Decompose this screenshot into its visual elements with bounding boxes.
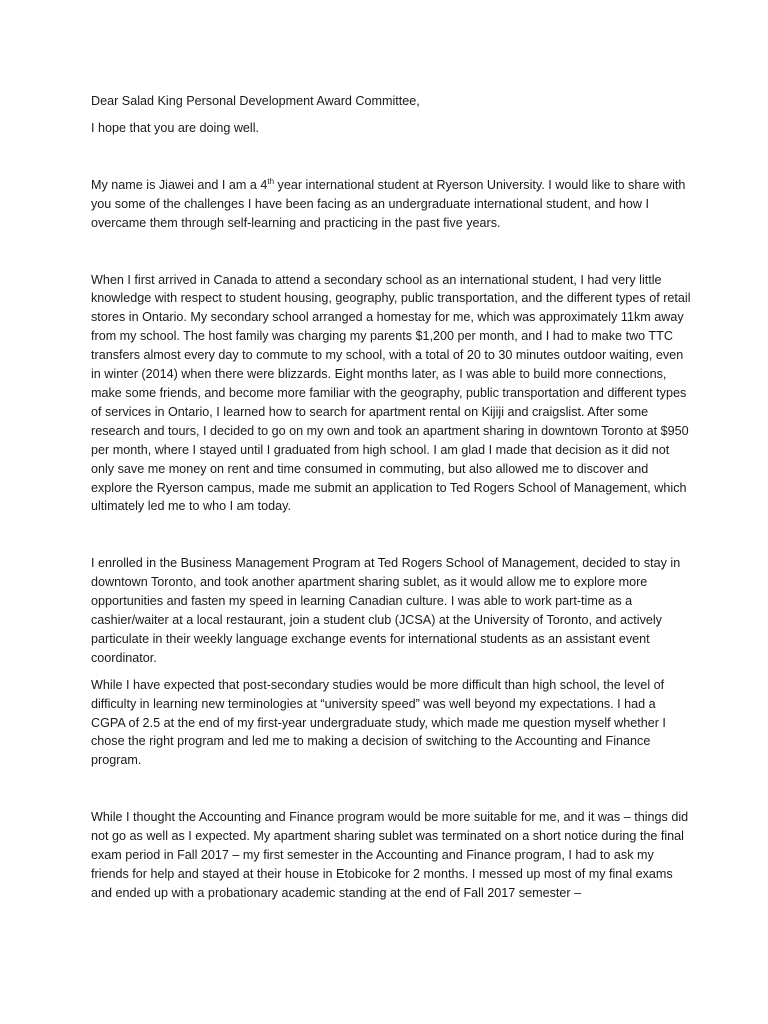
ordinal-suffix: th — [267, 176, 275, 186]
accounting-paragraph: While I thought the Accounting and Finance program would be more suitable for me, and it was – things did not go as well as I expected. My apartment sharing sublet was terminated on a short notice during the final exam period in Fall 2017 – my first semester in the Accounting and Finance program, I had to ask my friends for help and stayed at their house in Etobicoke for 2 months. I messed up most of my final exams and ended up with a probationary academic standing at the end of Fall 2017 semester – — [91, 810, 689, 900]
greeting: I hope that you are doing well. — [91, 120, 260, 135]
arrival-paragraph: When I first arrived in Canada to attend a secondary school as an international student, I had very little knowledge with respect to student housing, geography, public transportation, and the different types of retail stores in Ontario. My secondary school arranged a homestay for me, which was approximately 11km away from my school. The host family was charging my parents $1,200 per month, and I had to make two TTC transfers almost every day to commute to my school, with a total of 20 to 30 minutes outdoor waiting, even in winter (2014) when there were blizzards. Eight months later, as I was able to build more connections, make some friends, and become more familiar with the geography, public transportation and different types of services in Ontario, I learned how to search for apartment rental on Kijiji and craigslist. After some research and tours, I decided to go on my own and took an apartment sharing in downtown Toronto at $950 per month, where I stayed until I graduated from high school. I am glad I made that decision as it did not only save me money on rent and time consumed in commuting, but also allowed me to discover and explore the Ryerson campus, made me submit an application to Ted Rogers School of Management, which ultimately led me to who I am today. — [91, 272, 691, 514]
intro-text-start: My name is Jiawei and I am a 4 — [91, 177, 268, 192]
postsecondary-paragraph: While I have expected that post-secondary studies would be more difficult than high school, the level of difficulty in learning new terminologies at “university speed” was well beyond my expectations. I had a CGPA of 2.5 at the end of my first-year undergraduate study, which made me question myself whether I chose the right program and led me to making a decision of switching to the Accounting and Finance program. — [91, 677, 666, 768]
enrolled-paragraph: I enrolled in the Business Management Program at Ted Rogers School of Management, decided to stay in downtown Toronto, and took another apartment sharing sublet, as it would allow me to explore more opportunities and fasten my speed in learning Canadian culture. I was able to work part-time as a cashier/waiter at a local restaurant, join a student club (JCSA) at the University of Toronto, and actively particulate in their weekly language exchange events for international students as an assistant event coordinator. — [91, 556, 681, 665]
intro-text-end: year international student at Ryerson University. I would like to share with you some of the challenges I have been facing as an undergraduate international student, and how I overcame them through self-learning and practicing in the past five years. — [91, 177, 686, 230]
letter-page — [91, 92, 691, 903]
salutation: Dear Salad King Personal Development Award Committee, — [91, 94, 420, 108]
intro-paragraph — [91, 176, 691, 233]
